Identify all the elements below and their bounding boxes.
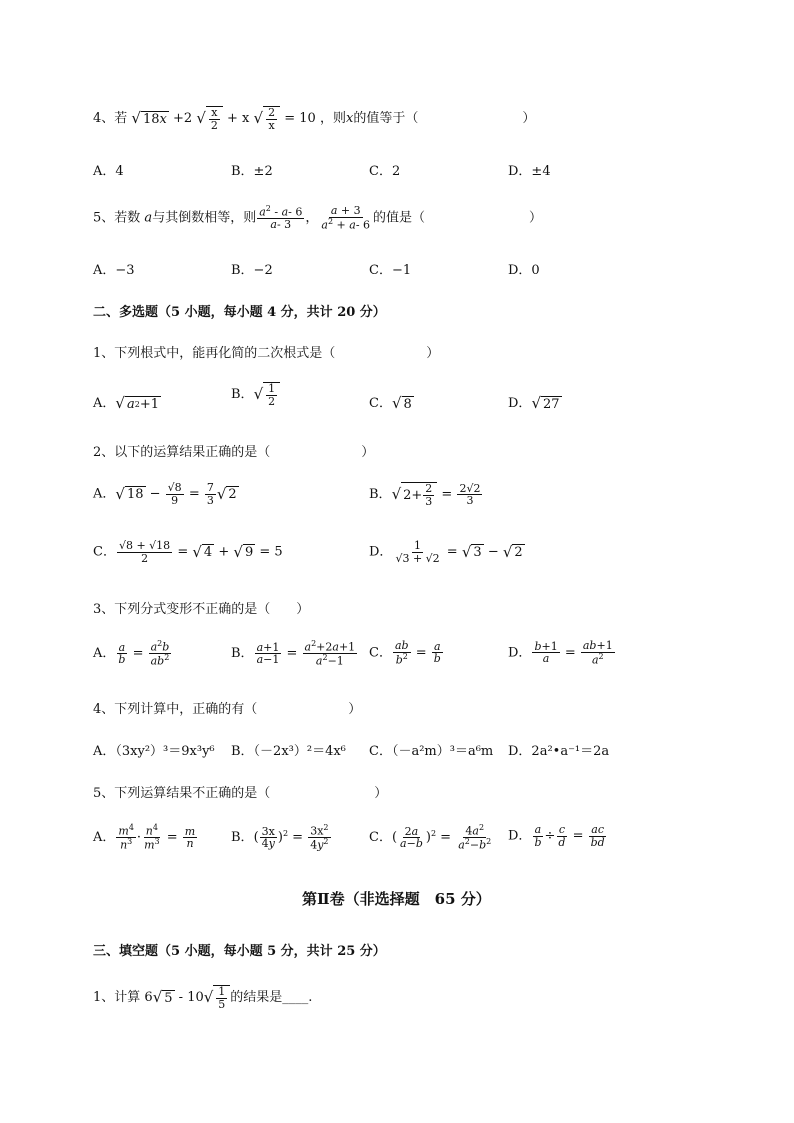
- m5-option-b[interactable]: B．( $\frac{3x}{4y}$ )$^2$ = $\frac{3x^2}{4y^2}$: [231, 823, 329, 852]
- q5-frac1: $\frac{a^2 - a- 6}{a- 3}$: [259, 204, 303, 232]
- m3-option-c[interactable]: C． $\frac{ab}{b^2}$ = $\frac{a}{b}$: [369, 639, 441, 667]
- m4-option-c[interactable]: C．（－a²m）³＝a⁶m: [369, 744, 494, 759]
- m5-option-d[interactable]: D． $\frac{a}{b}$ ÷ $\frac{c}{d}$ = $\frac{ac}{bd}$: [508, 823, 605, 849]
- multi-question-4: 4、下列计算中，正确的有（ ）: [93, 702, 362, 717]
- q5-option-d[interactable]: D．0: [508, 263, 540, 278]
- q4-end: 的值等于（ ）: [353, 111, 536, 127]
- q5-prefix: 5、若数: [93, 210, 141, 226]
- f1-mid: - 10: [174, 990, 204, 1006]
- q4-option-c[interactable]: C．2: [369, 164, 401, 179]
- m4-option-a[interactable]: A．（3xy²）³＝9x³y⁶: [93, 744, 215, 759]
- m1-option-d[interactable]: D． √ 27: [508, 394, 560, 412]
- q5-end: 的值是（ ）: [373, 210, 543, 226]
- question-4: 4、若 √ 18 x +2 √ $\frac{x}{2}$ + x √ $\frac{2}{x}$ = 10 ，则x的值等于（ ）: [93, 106, 536, 132]
- m1-option-a[interactable]: A． √ a 2 +1: [93, 394, 159, 412]
- multi-question-1: 1、下列根式中，能再化简的二次根式是（ ）: [93, 346, 440, 361]
- section-3-title: 三、填空题（5 小题，每小题 5 分，共计 25 分）: [93, 944, 386, 959]
- section-2-title: 二、多选题（5 小题，每小题 4 分，共计 20 分）: [93, 305, 386, 320]
- m4-option-d[interactable]: D．2a²•a⁻¹＝2a: [508, 744, 610, 759]
- m4-option-b[interactable]: B．（－2x³）²＝4x⁶: [231, 744, 346, 759]
- m2-option-a[interactable]: A． √ 18 − $\frac{√8}{9}$ = $\frac{7}{3}$ √ 2: [93, 481, 237, 507]
- question-5: 5、若数 a与其倒数相等，则 $\frac{a^2 - a- 6}{a- 3}$ ， $\frac{a + 3}{a^2 + a- 6}$ 的值是（ ）: [93, 204, 543, 232]
- q4-formula: √ 18 x: [131, 109, 167, 128]
- multi-question-2: 2、以下的运算结果正确的是（ ）: [93, 445, 375, 460]
- m2-option-b[interactable]: B． √ 2+ $\frac{2}{3}$ = $\frac{2√2}{3}$: [369, 481, 481, 508]
- q5-var: a: [144, 210, 153, 226]
- m5-option-a[interactable]: A． $\frac{m^4}{n^3}$ · $\frac{n^4}{m^3}$ = $\frac{m}{n}$: [93, 823, 196, 852]
- m2-option-c[interactable]: C． $\frac{√8 + √18}{2}$ = √ 4 + √ 9 = 5: [93, 539, 283, 565]
- q4-option-b[interactable]: B．±2: [231, 164, 273, 179]
- q4-suffix: ，则: [319, 111, 346, 127]
- q5-option-c[interactable]: C．−1: [369, 263, 412, 278]
- f1-end: 的结果是____.: [230, 990, 313, 1006]
- m5-option-c[interactable]: C．( $\frac{2a}{a-b}$ )$^2$ = $\frac{4a^2}{a^2-b^2}$: [369, 823, 492, 852]
- q5-mid: 与其倒数相等，则: [152, 210, 257, 226]
- f1-prefix: 1、计算 6: [93, 990, 153, 1006]
- q5-frac2: $\frac{a + 3}{a^2 + a- 6}$: [321, 204, 371, 232]
- m3-option-d[interactable]: D． $\frac{b+1}{a}$ = $\frac{ab+1}{a^2}$: [508, 639, 613, 667]
- q4-option-a[interactable]: A．4: [93, 164, 124, 179]
- m1-option-c[interactable]: C． √ 8: [369, 394, 412, 412]
- q5-option-b[interactable]: B．−2: [231, 263, 273, 278]
- q4-option-d[interactable]: D．±4: [508, 164, 551, 179]
- m3-option-a[interactable]: A． $\frac{a}{b}$ = $\frac{a^2b}{ab^2}$: [93, 639, 170, 668]
- q4-var: x: [345, 111, 354, 127]
- m2-option-d[interactable]: D． $\frac{1}{√3 + √2}$ = √ 3 − √ 2: [369, 539, 523, 565]
- fill-question-1: 1、计算 6 √ 5 - 10 √ $\frac{1}{5}$ 的结果是____.: [93, 985, 313, 1011]
- q4-prefix: 4、若: [93, 111, 128, 127]
- m1-option-b[interactable]: B． √ $\frac{1}{2}$: [231, 382, 280, 407]
- m3-option-b[interactable]: B． $\frac{a+1}{a-1}$ = $\frac{a^2+2a+1}{a^2-1}$: [231, 639, 356, 668]
- q5-option-a[interactable]: A．−3: [93, 263, 135, 278]
- multi-question-5: 5、下列运算结果不正确的是（ ）: [93, 786, 388, 801]
- multi-question-3: 3、下列分式变形不正确的是（ ）: [93, 602, 310, 617]
- part-2-title: 第Ⅱ卷（非选择题 65 分）: [302, 890, 491, 908]
